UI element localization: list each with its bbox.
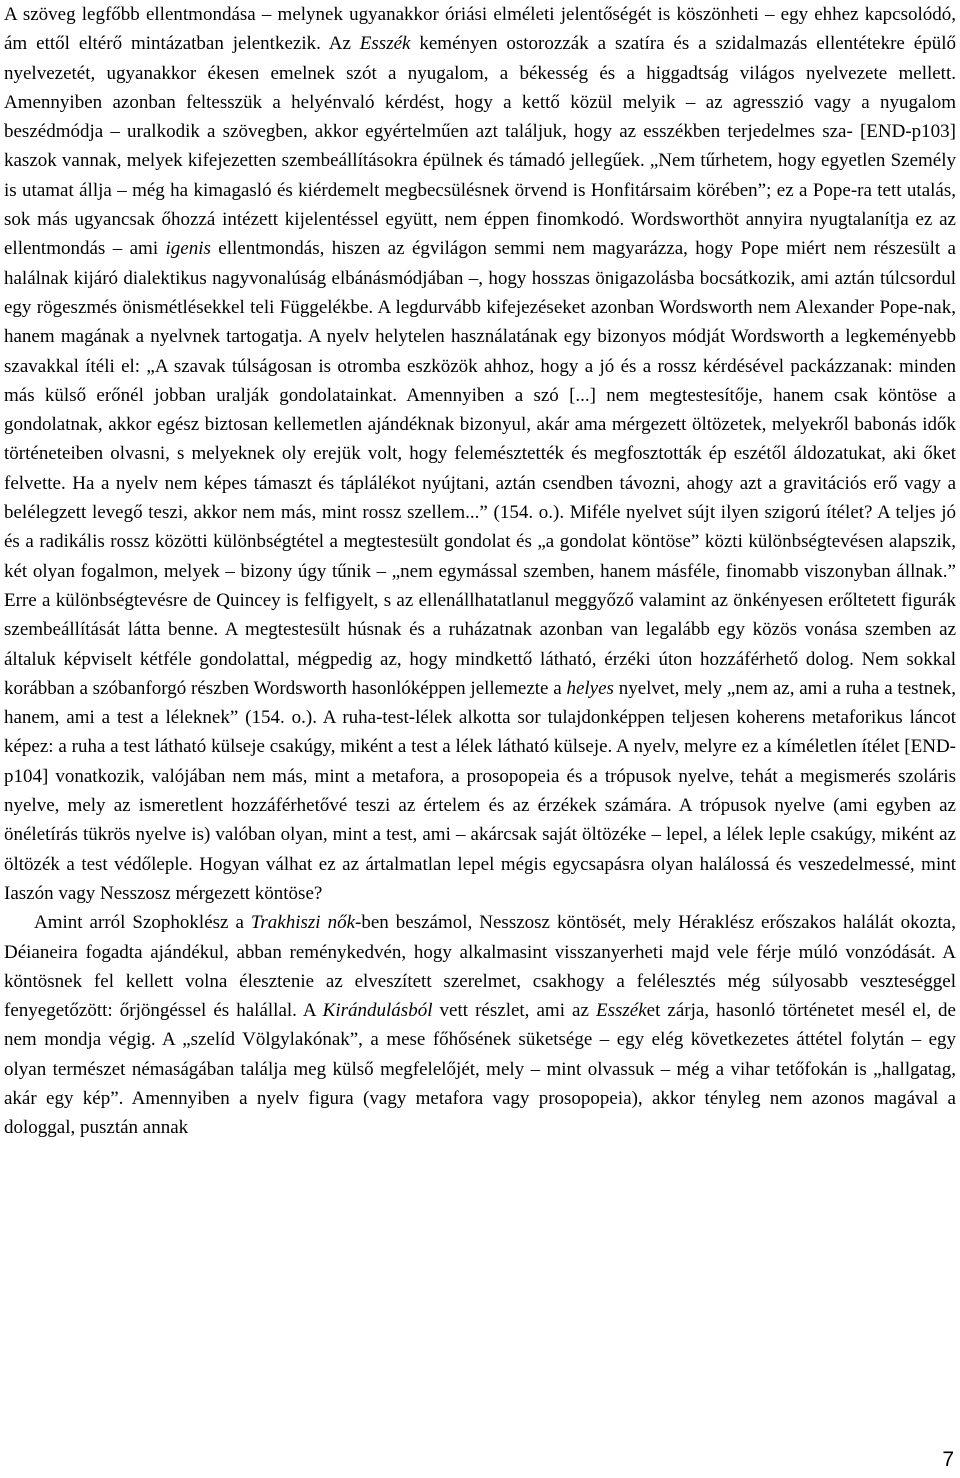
italic-run: helyes <box>566 677 614 699</box>
text-run: keményen ostorozzák a szatíra és a szidalmazás ellentétekre épülő nyelvezetét, ugyanakkor ékesen emelnek szót a nyugalom, a békesség és a higgadtság világos nyelvezete mellett. Amennyiben azonban feltesszük a helyénvaló kérdést, hogy a kettő közül melyik – az agresszió vagy a nyugalom beszédmódja – uralkodik a szövegben, akkor egyértelműen azt találjuk, hogy az esszékben terjedelmes sza- [END-p103] kaszok vannak, melyek kifejezetten szembeállításokra épülnek és támadó jellegűek. „Nem tűrhetem, hogy egyetlen Személy is utamat állja – még ha kimagasló és kiérdemelt megbecsülésnek örvend is Honfitársaim körében”; ez a Pope-ra tett utalás, sok más ugyancsak őhozzá intézett kijelentéssel együtt, nem éppen finomkodó. Wordsworthöt annyira nyugtalanítja ez az ellentmondás – ami <box>4 33 956 260</box>
text-run: vett részlet, ami az <box>432 1000 596 1022</box>
text-run: ellentmondás, hiszen az égvilágon semmi nem magyarázza, hogy Pope miért nem részesült a halálnak kijáró dialektikus nagyvonalúság elbánásmódjában –, hogy hosszas önigazolásba bocsátkozik, ami aztán túlcsordul egy rögeszmés önismétlésekkel teli Függelékbe. A legdurvább kifejezéseket azonban Wordsworth nem Alexander Pope-nak, hanem magának a nyelvnek tartogatja. A nyelv helytelen használatának egy bizonyos módját Wordsworth a legkeményebb szavakkal ítéli el: „A szavak túlságosan is otromba eszközök ahhoz, hogy a jó és a rossz kérdésével packázzanak: minden más külső erőnél jobban uralják gondolatainkat. Amennyiben a szó [...] nem megtestesítője, hanem csak köntöse a gondolatnak, akkor egész biztosan kellemetlen ajándéknak bizonyul, akár ama mérgezett öltözetek, melyekről babonás idők történeteiben olvasni, s melyeknek oly erejük volt, hogy felemésztették és megfosztották ép eszétől áldozatukat, aki őket felvette. Ha a nyelv nem képes támaszt és táplálékot nyújtani, aztán csendben távozni, ahogy azt a gravitációs erő vagy a belélegzett levegő teszi, akkor nem más, mint rossz szellem...” (154. o.). Miféle nyelvet sújt ilyen szigorú ítélet? A teljes jó és a radikális rossz közötti különbségtétel a megtestesült gondolat és „a gondolat köntöse” közti különbségtevésen alapszik, két olyan fogalmon, melyek – bizony úgy tűnik – „nem egymással szemben, hanem másféle, finomabb viszonyban állnak.” Erre a különbségtevésre de Quincey is felfigyelt, s az ellenállhatatlanul meggyőző valamint az önkényesen erőltetett figurák szembeállítását látta benne. A megtestesült húsnak és a ruházatnak azonban van legalább egy közös vonása szemben az általuk képviselt kétféle gondolattal, mégpedig az, hogy mindkettő látható, érzéki úton hozzáférhető dolog. Nem sokkal korábban a szóbanforgó részben Wordsworth hasonlóképpen jellemezte a <box>4 238 956 699</box>
text-run: A szöveg legfőbb ellentmondása – melynek ugyanakkor óriási elméleti jelentőségét is köszönheti – egy ehhez kapcsolódó, ám ettől eltérő mintázatban jelentkezik. Az <box>4 4 956 55</box>
document-page <box>4 0 956 1143</box>
italic-run: Esszék <box>596 1000 647 1022</box>
italic-run: Trakhiszi nők <box>250 912 356 934</box>
paragraph-1 <box>4 0 956 908</box>
italic-run: igenis <box>165 238 211 260</box>
italic-run: Kirándulásból <box>322 1000 433 1022</box>
page-number: 7 <box>942 1448 954 1471</box>
text-run: nyelvet, mely „nem az, ami a ruha a testnek, hanem, ami a test a léleknek” (154. o.). A ruha-test-lélek alkotta sor tulajdonképpen teljesen koherens metaforikus láncot képez: a ruha a test látható külseje csakúgy, miként a test a lélek látható külseje. A nyelv, melyre ez a kíméletlen ítélet [END-p104] vonatkozik, valójában nem más, mint a metafora, a prosopopeia és a trópusok nyelve, tehát a megismerés szoláris nyelve, mely az ismeretlent hozzáférhetővé teszi az értelem és az érzékek számára. A trópusok nyelve (ami egyben az önéletírás tükrös nyelve is) valóban olyan, mint a test, ami – akárcsak saját öltözéke – lepel, a lélek leple csakúgy, miként az öltözék a test védőleple. Hogyan válhat ez az ártalmatlan lepel mégis egycsapásra olyan halálossá és veszedelmessé, mint Iaszón vagy Nesszosz mérgezett köntöse? <box>4 677 956 904</box>
text-run: et zárja, hasonló történetet mesél el, de nem mondja végig. A „szelíd Völgylakónak”, a mese főhősének süketsége – egy elég következetes áttétel folytán – egy olyan természet némaságában találja meg külső megfelelőjét, mely – mint olvassuk – még a vihar tetőfokán is „hallgatag, akár egy kép”. Amennyiben a nyelv figura (vagy metafora vagy prosopopeia), akkor tényleg nem azonos magával a dologgal, pusztán annak <box>4 1000 956 1139</box>
text-run: -ben beszámol, Nesszosz köntösét, mely Héraklész erőszakos halálát okozta, Déianeira fogadta ajándékul, abban reménykedvén, hogy alkalmasint visszanyerheti majd vele férje múló vonzódását. A köntösnek fel kellett volna élesztenie az elveszített szerelmet, csakhogy a felélesztés még súlyosabb veszteséggel fenyegetőzött: őrjöngéssel és halállal. A <box>4 912 956 1022</box>
paragraph-2 <box>4 908 956 1142</box>
italic-run: Esszék <box>359 33 411 55</box>
text-run: Amint arról Szophoklész a <box>34 912 251 934</box>
